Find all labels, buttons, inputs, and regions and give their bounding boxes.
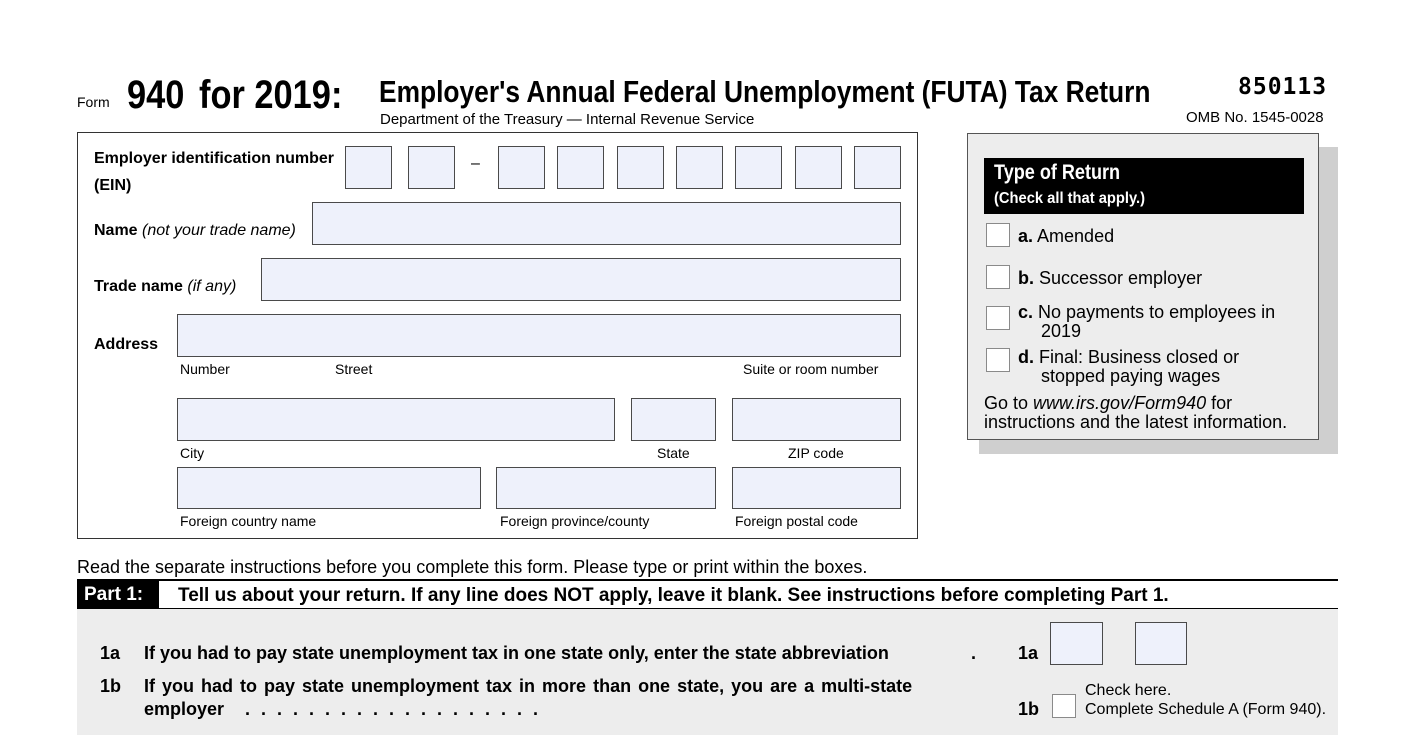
multi-state-checkbox[interactable] [1052, 694, 1076, 718]
form-subtitle: Department of the Treasury — Internal Revenue Service [380, 111, 755, 128]
goto-instructions-line2: instructions and the latest information. [984, 412, 1288, 432]
omb-number: OMB No. 1545-0028 [1186, 109, 1324, 126]
return-type-title-text: Type of Return [994, 161, 1121, 184]
final-letter: d. [1018, 347, 1034, 367]
no-payments-letter: c. [1018, 302, 1034, 322]
no-payments-text: No payments to employees in [1038, 302, 1276, 322]
ein-digit-6[interactable] [676, 146, 723, 189]
line-1a-ref: 1a [1018, 643, 1039, 663]
final-option [1018, 348, 1239, 367]
form-title [379, 75, 1287, 109]
ein-digit-8[interactable] [795, 146, 842, 189]
goto-suffix: for [1211, 393, 1233, 413]
return-type-header [984, 158, 1304, 214]
return-type-title [994, 161, 1141, 185]
ein-digit-2[interactable] [408, 146, 455, 189]
form-year-text: for 2019: [199, 73, 343, 117]
address-label: Address [94, 336, 159, 353]
foreign-country-caption: Foreign country name [180, 513, 317, 529]
foreign-postal-input[interactable] [732, 467, 901, 509]
name-label-note: (not your trade name) [142, 222, 296, 239]
goto-instructions [984, 394, 1232, 413]
line-1b-text-line2: employer [144, 699, 225, 719]
zip-input[interactable] [732, 398, 901, 441]
form-word: Form [77, 94, 110, 110]
ein-abbr: (EIN) [94, 177, 132, 194]
successor-option [1018, 269, 1202, 288]
form-code: 850113 [1238, 74, 1328, 100]
suite-caption: Suite or room number [743, 361, 879, 377]
ein-digit-4[interactable] [557, 146, 604, 189]
line-1b-ref: 1b [1018, 699, 1040, 719]
ein-digit-7[interactable] [735, 146, 782, 189]
ein-dash: – [471, 155, 480, 172]
goto-url-link[interactable]: www.irs.gov/Form940 [1033, 393, 1207, 413]
check-here-label: Check here. [1085, 682, 1172, 699]
foreign-country-input[interactable] [177, 467, 481, 509]
no-payments-year: 2019 [1041, 321, 1082, 341]
part1-top-rule [77, 579, 1338, 581]
final-checkbox[interactable] [986, 348, 1010, 372]
ein-label: Employer identification number [94, 150, 335, 167]
ein-digit-1[interactable] [345, 146, 392, 189]
return-type-subtitle [994, 190, 1158, 208]
successor-letter: b. [1018, 268, 1034, 288]
line-1b-number: 1b [100, 676, 122, 696]
name-label [94, 222, 296, 240]
state-caption: State [657, 445, 690, 461]
zip-caption: ZIP code [788, 445, 844, 461]
no-payments-option [1018, 303, 1275, 322]
amended-text: Amended [1037, 226, 1115, 246]
street-address-input[interactable] [177, 314, 901, 357]
city-input[interactable] [177, 398, 615, 441]
ein-digit-5[interactable] [617, 146, 664, 189]
amended-checkbox[interactable] [986, 223, 1010, 247]
state-input[interactable] [631, 398, 716, 441]
part1-title: Tell us about your return. If any line does NOT apply, leave it blank. See instructions before completing Part 1. [178, 585, 1169, 606]
form-year [199, 72, 366, 118]
foreign-province-input[interactable] [496, 467, 716, 509]
line-1a-dot: . [971, 643, 977, 663]
trade-name-label-note: (if any) [187, 278, 237, 295]
part1-tag [77, 581, 159, 609]
name-label-text: Name [94, 222, 138, 239]
successor-checkbox[interactable] [986, 265, 1010, 289]
amended-option [1018, 227, 1114, 246]
final-text: Final: Business closed or [1039, 347, 1240, 367]
ein-digit-3[interactable] [498, 146, 545, 189]
line-1a-number: 1a [100, 643, 121, 663]
line-1b-leader-dots: . . . . . . . . . . . . . . . . . . . [245, 699, 539, 719]
form-title-text: Employer's Annual Federal Unemployment (FUTA) Tax Return [379, 74, 1151, 109]
state-abbr-input-1[interactable] [1050, 622, 1103, 665]
street-caption: Street [335, 361, 373, 377]
goto-prefix: Go to [984, 393, 1029, 413]
line-1a-text: If you had to pay state unemployment tax in one state only, enter the state abbreviation [144, 643, 889, 663]
schedule-a-label: Complete Schedule A (Form 940). [1085, 701, 1327, 718]
line-1b-text: If you had to pay state unemployment tax in more than one state, you are a multi-state [144, 676, 913, 696]
number-caption: Number [180, 361, 230, 377]
form-number-text: 940 [127, 73, 185, 117]
part1-tag-text: Part 1: [84, 584, 144, 605]
successor-text: Successor employer [1039, 268, 1203, 288]
trade-name-label [94, 278, 236, 296]
foreign-province-caption: Foreign province/county [500, 513, 650, 529]
name-input[interactable] [312, 202, 901, 245]
final-text-line2: stopped paying wages [1041, 366, 1221, 386]
city-caption: City [180, 445, 205, 461]
return-type-subtitle-text: (Check all that apply.) [994, 190, 1146, 207]
form-instructions: Read the separate instructions before you complete this form. Please type or print within the boxes. [77, 557, 868, 577]
state-abbr-input-2[interactable] [1135, 622, 1187, 665]
no-payments-checkbox[interactable] [986, 306, 1010, 330]
foreign-postal-caption: Foreign postal code [735, 513, 858, 529]
form-number [127, 72, 194, 118]
amended-letter: a. [1018, 226, 1034, 246]
trade-name-label-text: Trade name [94, 278, 183, 295]
ein-digit-9[interactable] [854, 146, 901, 189]
trade-name-input[interactable] [261, 258, 901, 301]
